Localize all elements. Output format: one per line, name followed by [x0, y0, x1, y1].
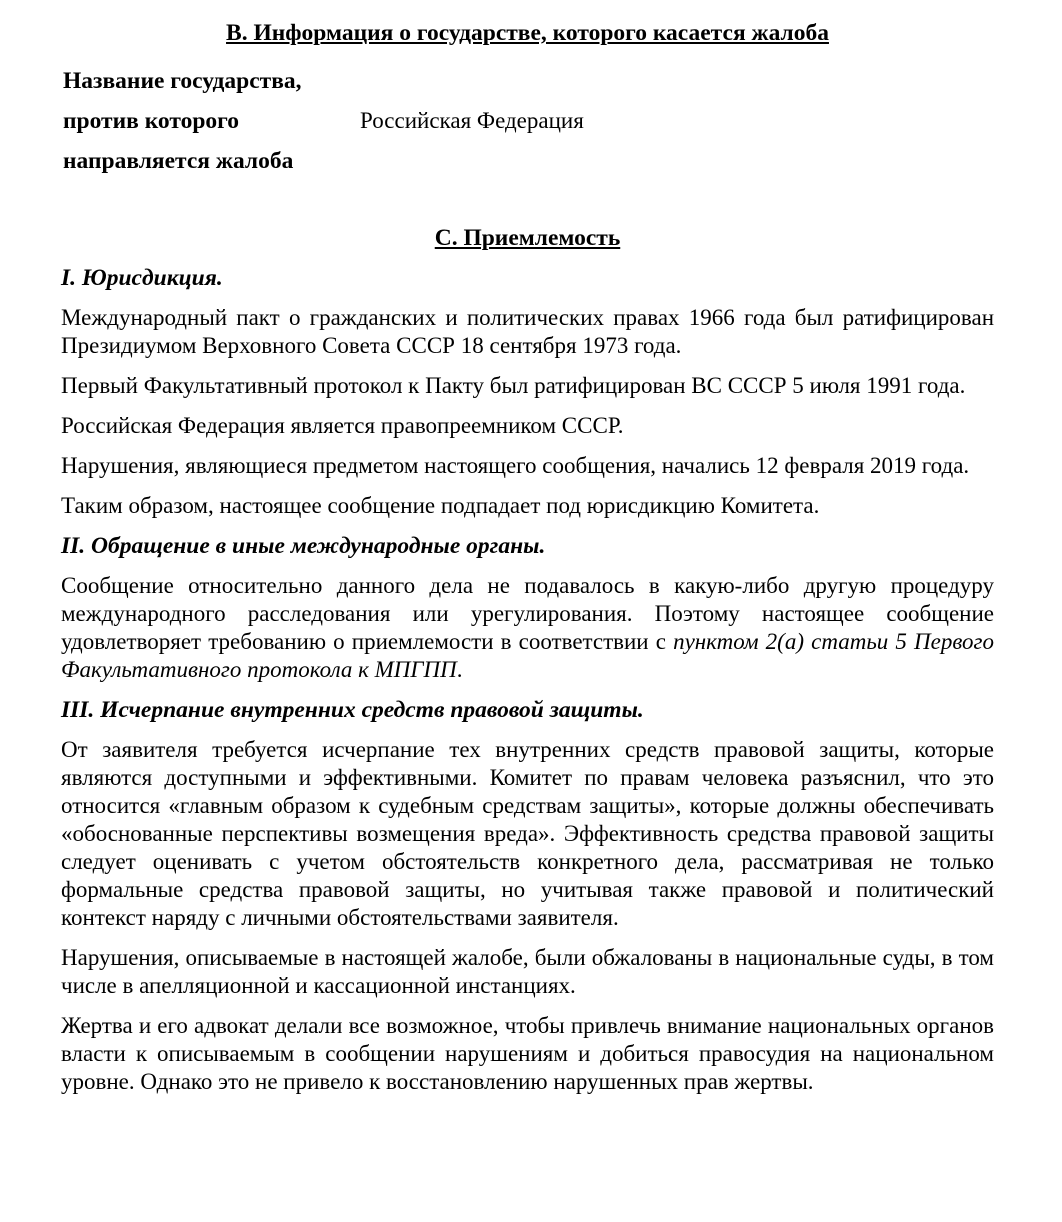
jurisdiction-title: I. Юрисдикция.: [61, 265, 223, 291]
state-label-line-3: направляется жалоба: [63, 148, 294, 174]
jurisdiction-paragraph-1: Международный пакт о гражданских и политических правах 1966 года был ратифицирован Президиумом Верховного Совета СССР 18 сентября 1973 года.: [61, 305, 994, 358]
state-label-line-2: против которого: [63, 108, 240, 134]
state-label-line-1: Название государства,: [63, 68, 302, 94]
jurisdiction-paragraph-3: Российская Федерация является правопреемником СССР.: [61, 413, 624, 438]
state-value: Российская Федерация: [360, 108, 584, 133]
admissibility-body: [61, 264, 994, 1108]
jurisdiction-paragraph-4: Нарушения, являющиеся предметом настоящего сообщения, начались 12 февраля 2019 года.: [61, 453, 970, 478]
exhaustion-title: III. Исчерпание внутренних средств правовой защиты.: [61, 697, 644, 723]
exhaustion-paragraph-1: От заявителя требуется исчерпание тех внутренних средств правовой защиты, которые являются доступными и эффективными. Комитет по правам человека разъяснил, что это относится «главным образом к судебным средствам защиты», которые должны обеспечивать «обоснованные перспективы возмещения вреда». Эффективность средства правовой защиты следует оценивать с учетом обстоятельств конкретного дела, рассматривая не только формальные средства правовой защиты, но учитывая также правовой и политический контекст наряду с личными обстоятельствами заявителя.: [61, 737, 994, 930]
other-bodies-citation: пунктом 2(а) статьи 5 Первого Факультативного протокола к МПГПП: [61, 629, 995, 682]
jurisdiction-paragraph-5: Таким образом, настоящее сообщение подпадает под юрисдикцию Комитета.: [61, 493, 820, 518]
other-bodies-end: .: [456, 657, 463, 682]
exhaustion-paragraph-3: Жертва и его адвокат делали все возможное, чтобы привлечь внимание национальных органов власти к описываемым в сообщении нарушениям и добиться правосудия на национальном уровне. Однако это не привело к восстановлению нарушенных прав жертвы.: [61, 1013, 994, 1094]
other-bodies-title: II. Обращение в иные международные органы.: [61, 533, 546, 559]
section-b-heading: В. Информация о государстве, которого касается жалоба: [226, 20, 829, 46]
section-c-heading: С. Приемлемость: [434, 225, 621, 251]
jurisdiction-paragraph-2: Первый Факультативный протокол к Пакту был ратифицирован ВС СССР 5 июля 1991 года.: [61, 373, 966, 398]
exhaustion-paragraph-2: Нарушения, описываемые в настоящей жалобе, были обжалованы в национальные суды, в том числе в апелляционной и кассационной инстанциях.: [61, 945, 994, 998]
state-info: [63, 61, 584, 181]
other-bodies-paragraph: [61, 572, 994, 684]
other-bodies-text: Сообщение относительно данного дела не подавалось в какую-либо другую процедуру международного расследования или урегулирования. Поэтому настоящее сообщение удовлетворяет требованию о приемлемости в соответствии с: [61, 573, 994, 654]
